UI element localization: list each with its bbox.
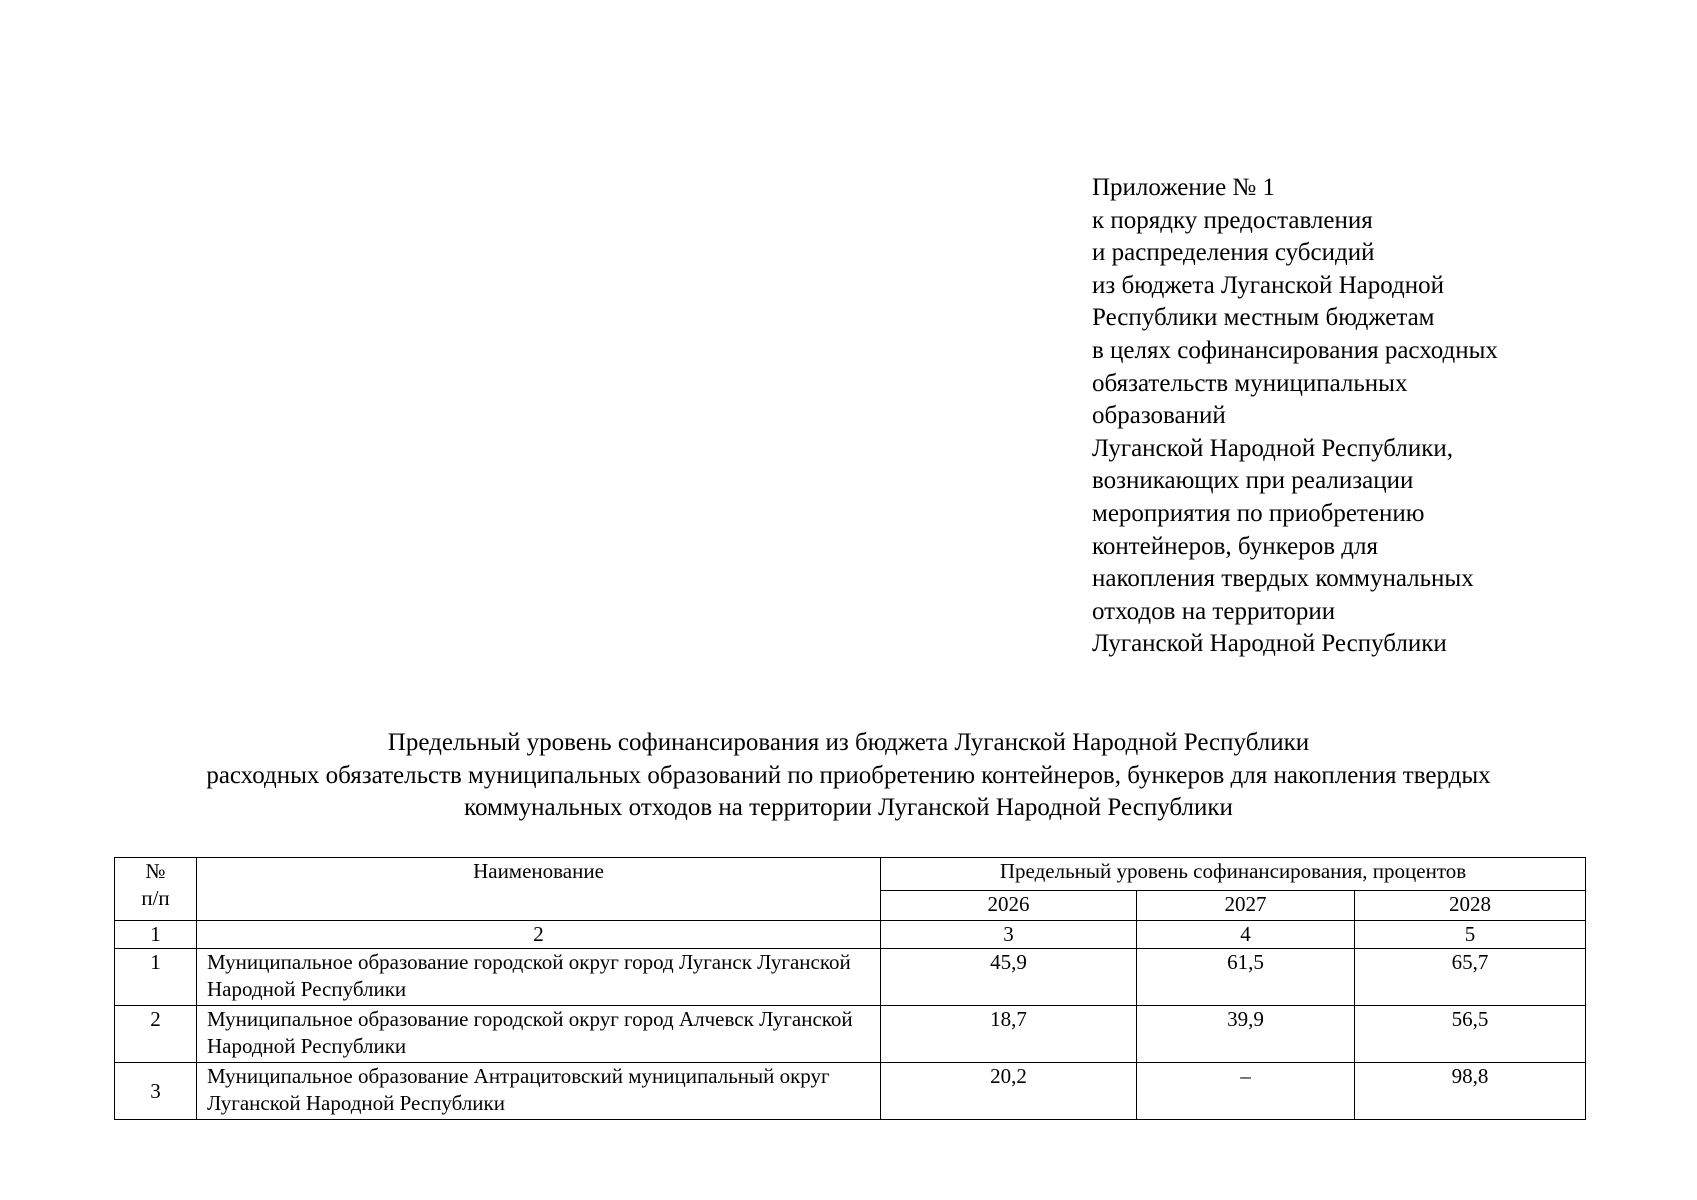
row-number-cell: 3 bbox=[115, 1063, 197, 1120]
appendix-line: Луганской Народной Республики bbox=[1092, 630, 1447, 658]
document-title bbox=[100, 727, 1597, 825]
municipality-name-cell: Муниципальное образование Антрацитовский муниципальный округ Луганской Народной Республики bbox=[197, 1063, 881, 1120]
appendix-line: контейнеров, бункеров для bbox=[1092, 532, 1378, 560]
header-num-symbol: № bbox=[145, 859, 166, 883]
appendix-line: к порядку предоставления bbox=[1092, 206, 1373, 234]
appendix-line: обязательств муниципальных bbox=[1092, 369, 1408, 397]
value-2028-cell: 56,5 bbox=[1355, 1006, 1586, 1063]
appendix-line: Приложение № 1 bbox=[1092, 174, 1276, 201]
column-number-cell: 5 bbox=[1355, 921, 1586, 949]
appendix-line: Луганской Народной Республики, bbox=[1092, 434, 1453, 462]
table-row bbox=[115, 1063, 1586, 1120]
column-number-cell: 1 bbox=[115, 921, 197, 949]
header-level-cell: Предельный уровень софинансирования, процентов bbox=[881, 858, 1586, 891]
municipality-name-cell: Муниципальное образование городской округ город Алчевск Луганской Народной Республики bbox=[197, 1006, 881, 1063]
appendix-line: в целях софинансирования расходных bbox=[1092, 336, 1498, 364]
table-row bbox=[115, 1006, 1586, 1063]
title-line: Предельный уровень софинансирования из бюджета Луганской Народной Республики bbox=[387, 729, 1310, 756]
value-2027-cell: 61,5 bbox=[1137, 949, 1355, 1006]
column-number-cell: 4 bbox=[1137, 921, 1355, 949]
value-2027-cell: 39,9 bbox=[1137, 1006, 1355, 1063]
appendix-line: накопления твердых коммунальных bbox=[1092, 565, 1474, 593]
header-year-cell: 2026 bbox=[881, 891, 1137, 921]
value-2026-cell: 18,7 bbox=[881, 1006, 1137, 1063]
appendix-line: образований bbox=[1092, 402, 1226, 430]
header-num-cell bbox=[115, 858, 197, 921]
table-header-row bbox=[115, 858, 1586, 891]
header-year-cell: 2028 bbox=[1355, 891, 1586, 921]
value-2026-cell: 45,9 bbox=[881, 949, 1137, 1006]
appendix-line: Республики местным бюджетам bbox=[1092, 304, 1435, 332]
appendix-line: и распределения субсидий bbox=[1092, 239, 1375, 267]
column-numbers-row bbox=[115, 921, 1586, 949]
municipality-name-cell: Муниципальное образование городской округ город Луганск Луганской Народной Республики bbox=[197, 949, 881, 1006]
header-year-cell: 2027 bbox=[1137, 891, 1355, 921]
table-row bbox=[115, 949, 1586, 1006]
header-num-pp: п/п bbox=[141, 886, 170, 910]
title-line: коммунальных отходов на территории Луганской Народной Республики bbox=[464, 794, 1233, 822]
value-2028-cell: 65,7 bbox=[1355, 949, 1586, 1006]
value-2026-cell: 20,2 bbox=[881, 1063, 1137, 1120]
value-2028-cell: 98,8 bbox=[1355, 1063, 1586, 1120]
appendix-line: возникающих при реализации bbox=[1092, 467, 1414, 495]
value-2027-cell: – bbox=[1137, 1063, 1355, 1120]
row-number-cell: 2 bbox=[115, 1006, 197, 1063]
column-number-cell: 2 bbox=[197, 921, 881, 949]
cofinancing-table bbox=[114, 857, 1586, 1120]
appendix-line: мероприятия по приобретению bbox=[1092, 499, 1425, 527]
title-line: расходных обязательств муниципальных образований по приобретению контейнеров, бункеров для накопления твердых bbox=[206, 761, 1491, 789]
appendix-header bbox=[1092, 172, 1652, 661]
column-number-cell: 3 bbox=[881, 921, 1137, 949]
header-name-cell: Наименование bbox=[197, 858, 881, 921]
row-number-cell: 1 bbox=[115, 949, 197, 1006]
appendix-line: отходов на территории bbox=[1092, 597, 1336, 625]
appendix-line: из бюджета Луганской Народной bbox=[1092, 271, 1445, 299]
